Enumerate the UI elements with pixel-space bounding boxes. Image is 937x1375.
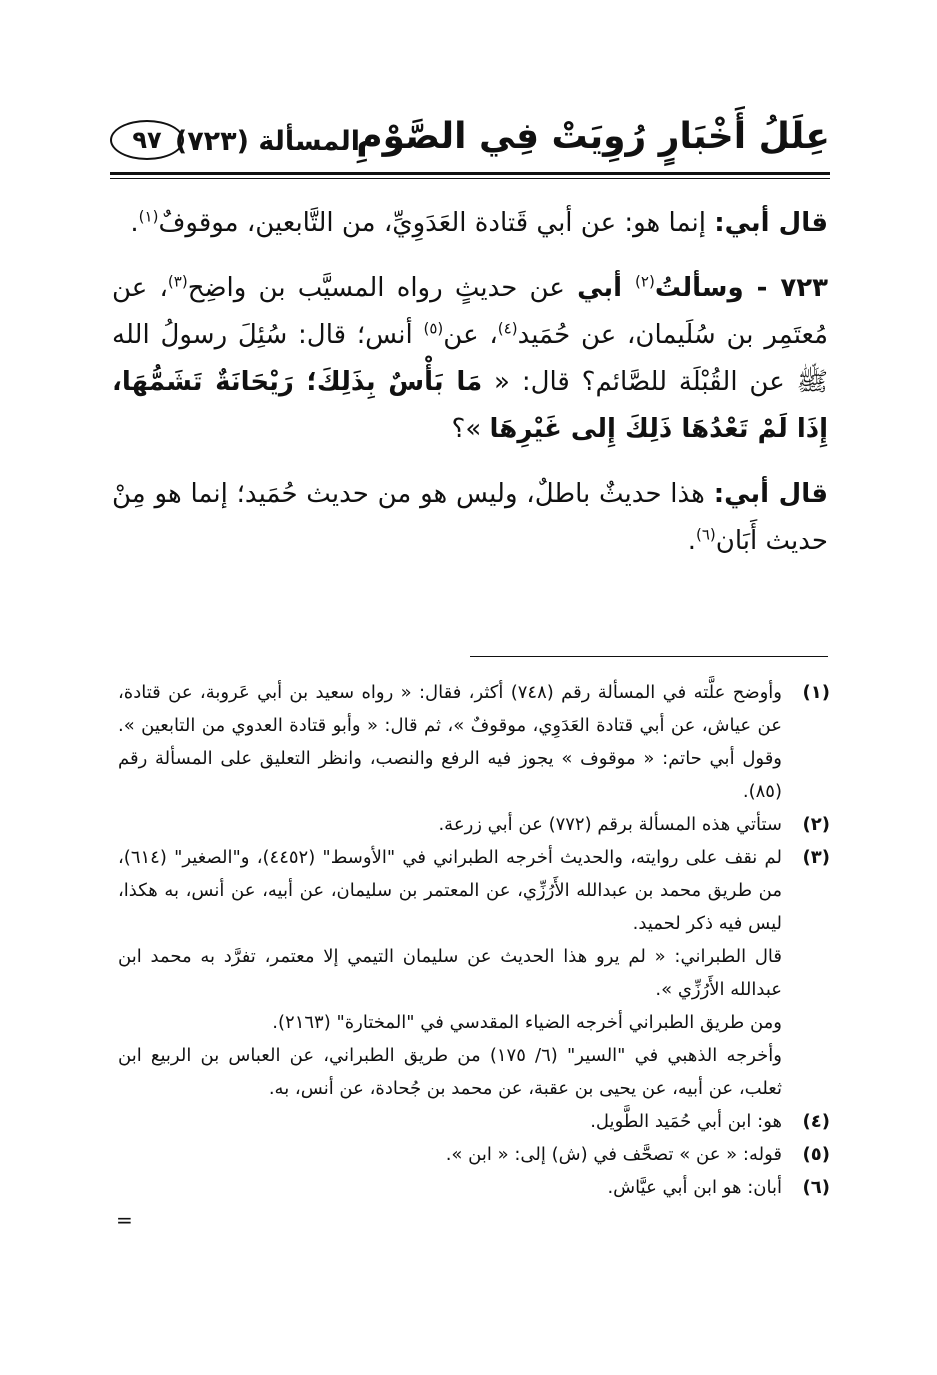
speaker-label: قال أبي: xyxy=(713,479,828,509)
paragraph-question-723: ٧٢٣ - وسألتُ$^{(٢)}$ أبي عن حديثٍ رواه المسيَّب بن واضِح$^{(٣)}$، عن مُعتَمِر بن سُلَيمان، عن حُمَيد$^{(٤)}$، عن$^{(٥)}$ أنس؛ قال: سُئِلَ رسولُ الله ﷺ عن القُبْلَة للصَّائم؟ قال: « مَا بَأْسٌ بِذَلِكَ؛ رَيْحَانَةٌ تَشَمُّهَا، إِذَا لَمْ تَعْدُهَا ذَلِكَ إِلى غَيْرِهَا »؟ xyxy=(112,272,829,444)
footnote-2 xyxy=(118,808,830,841)
footnote-ref[interactable]: (١) xyxy=(138,207,159,226)
footnote-text: وأخرجه الذهبي في "السير" (٦/ ١٧٥) من طريق الطبراني، عن العباس بن الربيع ابن ثعلب، عن أبيه، عن يحيى بن عقبة، عن محمد بن جُحادة، عن أنس، به. xyxy=(118,1045,782,1099)
footnote-number: (٦) xyxy=(802,1177,830,1198)
footnote-number: (٢) xyxy=(802,814,830,835)
paragraph-father-answer-2: قال أبي: هذا حديثٌ باطلٌ، وليس هو من حديث حُمَيد؛ إنما هو مِنْ حديث أَبَان$^{(٦)}$. xyxy=(112,479,828,556)
hadith-quote: مَا بَأْسٌ بِذَلِكَ؛ رَيْحَانَةٌ تَشَمُّهَا، إِذَا لَمْ تَعْدُهَا ذَلِكَ إِلى غَيْرِهَا xyxy=(112,367,828,444)
footnote-3 xyxy=(118,841,830,1105)
footnote-text: قال الطبراني: « لم يرو هذا الحديث عن سليمان التيمي إلا معتمر، تفرَّد به محمد ابن عبدالله الأَرُزِّي ». xyxy=(118,946,782,1000)
question-reference: المسألة (٧٢٣) xyxy=(174,126,360,157)
footnote-ref[interactable]: (٤) xyxy=(497,319,518,338)
footnote-ref[interactable]: (٢) xyxy=(635,272,655,291)
footnote-5 xyxy=(118,1138,830,1171)
footnote-ref[interactable]: (٥) xyxy=(423,319,444,338)
footnote-6 xyxy=(118,1171,830,1204)
footnote-text: وأوضح علَّته في المسألة رقم (٧٤٨) أكثر، فقال: « رواه سعيد بن أبي عَروبة، عن قتادة، عن عياش، عن أبي قتادة العَدَوِي، موقوفٌ »، ثم قال: « وأبو قتادة العدوي من التابعين ». وقول أبي حاتم: « موقوف » يجوز فيه الرفع والنصب، وانظر التعليق على المسألة رقم (٨٥). xyxy=(118,682,783,802)
page-number: ٩٧ xyxy=(110,120,184,160)
speaker-label: قال أبي: xyxy=(714,208,828,238)
footnote-ref[interactable]: (٦) xyxy=(695,525,716,544)
footnote-text: أبان: هو ابن أبي عيَّاش. xyxy=(607,1177,782,1198)
footnote-text: قوله: « عن » تصحَّف في (ش) إلى: « ابن ». xyxy=(445,1144,782,1165)
footnotes xyxy=(118,676,830,1204)
footnote-number: (٥) xyxy=(802,1144,830,1165)
book-title: عِلَلُ أَخْبَارٍ رُوِيَتْ فِي الصَّوْمِ xyxy=(356,116,830,157)
footnote-number: (٤) xyxy=(802,1111,830,1132)
footnote-4 xyxy=(118,1105,830,1138)
footnote-1 xyxy=(118,676,830,808)
header-rule-thick xyxy=(110,172,830,175)
footnote-separator xyxy=(470,656,828,657)
footnote-ref[interactable]: (٣) xyxy=(167,272,188,291)
page-header xyxy=(110,108,830,170)
continuation-mark: = xyxy=(116,1208,133,1232)
paragraph-father-answer-1: قال أبي: إنما هو: عن أبي قَتادة العَدَوِيِّ، من التَّابعين، موقوفٌ$^{(١)}$. xyxy=(130,207,828,238)
footnote-number: (١) xyxy=(802,682,830,703)
footnote-text: ومن طريق الطبراني أخرجه الضياء المقدسي في "المختارة" (٢١٦٣). xyxy=(272,1012,782,1033)
paragraph-text: هذا حديثٌ باطلٌ، وليس هو من حديث حُمَيد؛ إنما هو مِنْ حديث أَبَان xyxy=(112,479,828,556)
footnote-number: (٣) xyxy=(802,847,830,868)
question-number: ٧٢٣ - وسألتُ xyxy=(654,273,828,303)
footnote-text: لم نقف على روايته، والحديث أخرجه الطبراني في "الأوسط" (٤٤٥٢)، و"الصغير" (٦١٤)، من طريق محمد بن عبدالله الأَرُزِّي، عن المعتمر بن سليمان، عن أبيه، عن أنس، به هكذا، ليس فيه ذكر لحميد. xyxy=(118,847,782,934)
footnote-text: هو: ابن أبي حُمَيد الطَّويل. xyxy=(590,1111,782,1132)
paragraph-text: إنما هو: عن أبي قَتادة العَدَوِيِّ، من التَّابعين، موقوفٌ xyxy=(158,208,715,238)
header-rule-thin xyxy=(110,178,830,179)
main-text xyxy=(112,200,828,583)
speaker-label: أبي xyxy=(577,273,636,303)
footnote-text: ستأتي هذه المسألة برقم (٧٧٢) عن أبي زرعة. xyxy=(438,814,782,835)
